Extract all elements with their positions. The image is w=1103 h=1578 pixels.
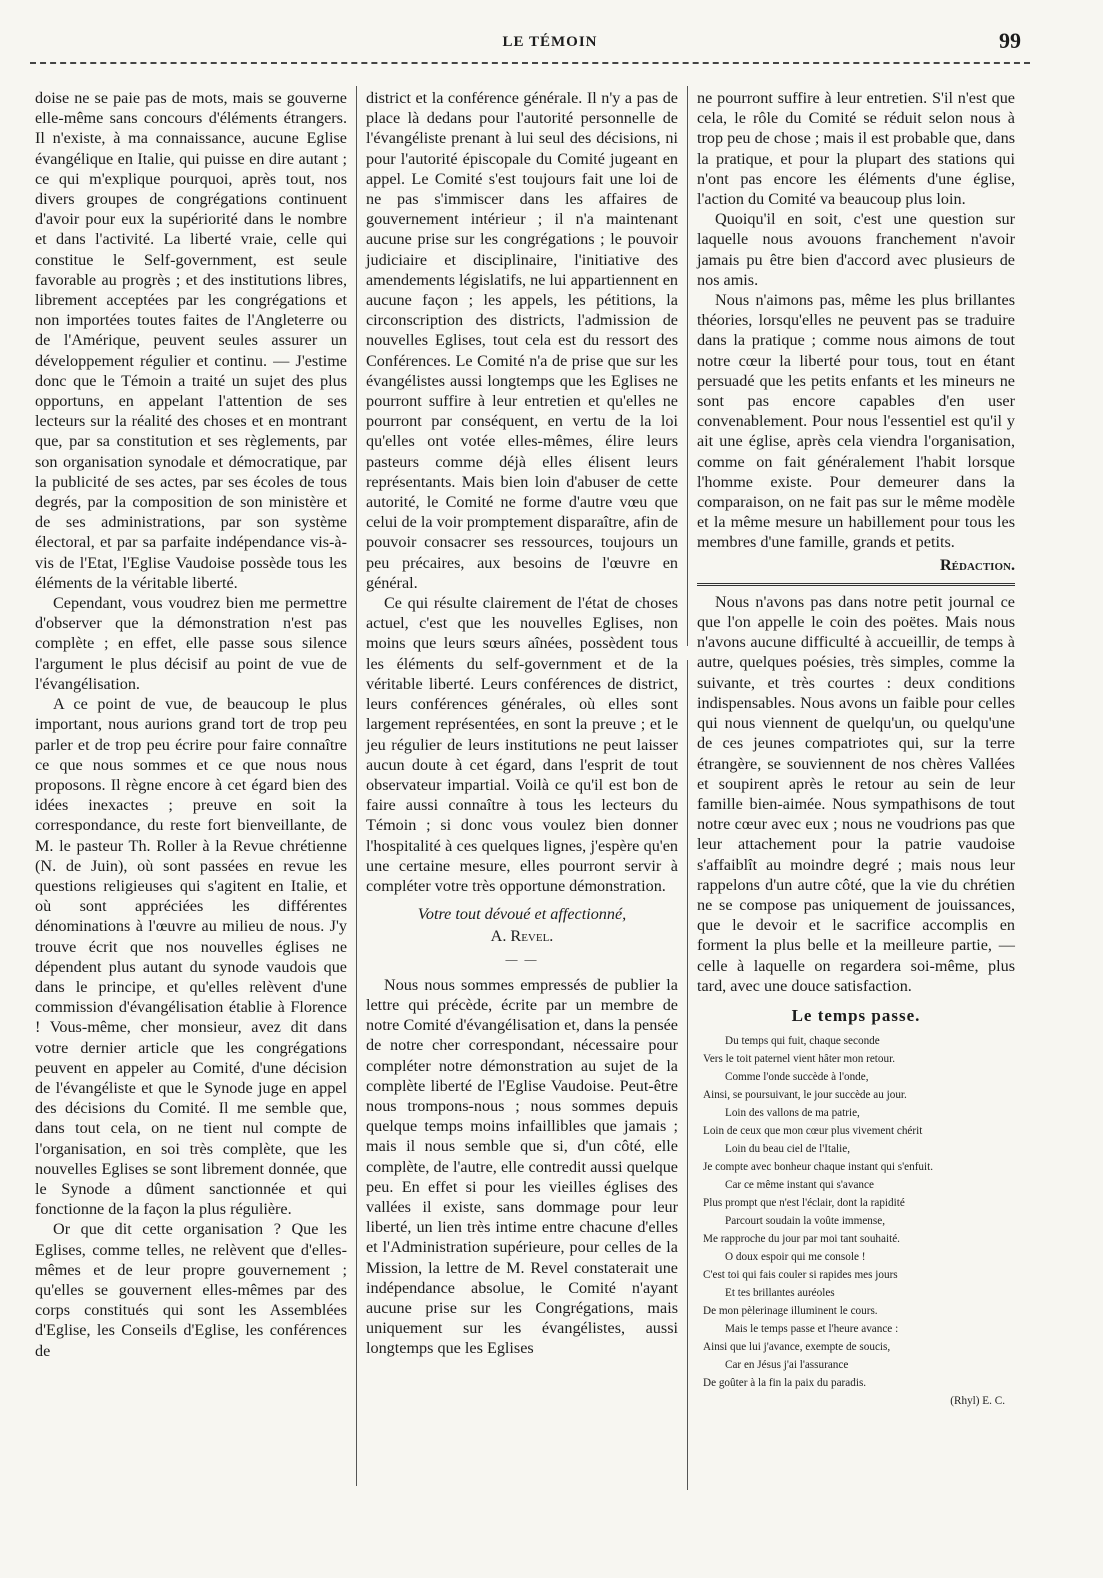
paragraph: ne pourront suffire à leur entretien. S'il n'est que cela, le rôle du Comité se réduit selon nous à trop peu de chose ; mais il est probable que, dans la pratique, et pour la plupart des stations qui n'ont pas encore les éléments d'une église, l'action du Comité va beaucoup plus loin.	[697, 89, 1015, 209]
poem	[697, 1032, 1015, 1410]
poem-line: Vers le toit paternel vient hâter mon retour.	[703, 1053, 895, 1066]
poem-signature: (Rhyl) E. C.	[950, 1395, 1005, 1408]
column-1	[35, 88, 347, 1361]
poem-line: Loin de ceux que mon cœur plus vivement chérit	[703, 1125, 923, 1138]
column-2	[366, 88, 678, 1359]
poem-line: Comme l'onde succède à l'onde,	[725, 1071, 869, 1084]
column-divider	[687, 86, 688, 646]
page-number: 99	[999, 28, 1021, 53]
poem-line: O doux espoir qui me console !	[725, 1251, 866, 1264]
poem-line: Et tes brillantes auréoles	[725, 1287, 835, 1300]
paragraph: Ce qui résulte clairement de l'état de choses actuel, c'est que les nouvelles Eglises, non moins que leurs sœurs aînées, possèdent tous les éléments du self-government et de la véritable liberté. Leurs conférences de district, leurs conférences générales, où elles sont largement représentées, en sont la preuve ; et le jeu régulier de leurs institutions ne peut laisser aucun doute à cet égard, dans l'esprit de tout observateur impartial. Voilà ce qu'il est bon de faire aussi connaître à tous les lecteurs du Témoin ; si donc vous voulez bien donner l'hospitalité à ces quelques lignes, j'espère qu'en une certaine mesure, elles pourront servir à compléter votre très opportune démonstration.	[366, 594, 678, 895]
poem-line: Car ce même instant qui s'avance	[725, 1179, 874, 1192]
poem-line: Je compte avec bonheur chaque instant qui s'enfuit.	[703, 1161, 934, 1174]
editorial-signature: Rédaction.	[939, 555, 1015, 574]
poem-line: Plus prompt que n'est l'éclair, dont la rapidité	[703, 1197, 905, 1210]
paragraph: Quoiqu'il en soit, c'est une question sur laquelle nous avouons franchement n'avoir jamais pu être bien d'accord avec plusieurs de nos amis.	[697, 210, 1015, 289]
page-title: LE TÉMOIN	[502, 34, 598, 50]
poem-line: Du temps qui fuit, chaque seconde	[725, 1035, 880, 1048]
poem-line: Ainsi, se poursuivant, le jour succède au jour.	[703, 1089, 907, 1102]
paragraph: Nous n'aimons pas, même les plus brillantes théories, lorsqu'elles ne peuvent pas se traduire dans la pratique ; comme nous aimons de tout notre cœur la liberté pour tous, tout en étant persuadé que les petits enfants et les mineurs ne sont pas encore capables d'en user convenablement. Pour nous l'essentiel est qu'il y ait une église, après cela viendra l'organisation, comme on fait généralement l'habit lorsque l'homme existe. Pour demeurer dans la comparaison, on ne fait pas sur le même modèle et la même mesure un habillement pour tous les membres d'une famille, grands et petits.	[697, 291, 1015, 552]
paragraph: district et la conférence générale. Il n'y a pas de place là dedans pour l'autorité personnelle de l'évangéliste prenant à lui seul des décisions, ni pour l'autorité épiscopale du Comité jugeant en appel. Le Comité s'est toujours fait une loi de ne pas s'immiscer dans les affaires de gouvernement intérieur ; il n'a maintenant aucune prise sur les congrégations ; le pouvoir judiciaire et disciplinaire, l'initiative des amendements législatifs, ne lui appartiennent en aucune façon ; les appels, les pétitions, la circonscription des districts, l'admission de nouvelles Eglises, tout cela est du ressort des Conférences. Le Comité n'a de prise que sur les évangélistes aussi longtemps que les Eglises ne pourront suffire à leur entretien et qu'elles ne pourront par conséquent, en vertu de la loi qu'elles ont votée elles-mêmes, élire leurs pasteurs comme déjà elles élisent leurs représentants. Mais bien loin d'abuser de cette autorité, le Comité ne forme d'autre vœu que celui de la voir promptement disparaître, afin de pouvoir consacrer ses ressources, toujours un peu précaires, aux besoins de l'œuvre en général.	[366, 89, 678, 592]
poem-line: Ainsi que lui j'avance, exempte de soucis,	[703, 1341, 891, 1354]
poem-line: Loin du beau ciel de l'Italie,	[725, 1143, 851, 1156]
poem-line: Me rapproche du jour par moi tant souhaité.	[703, 1233, 900, 1246]
paragraph: Or que dit cette organisation ? Que les Eglises, comme telles, ne relèvent que d'elles-mêmes et de leur propre gouvernement ; qu'elles se gouvernent elles-mêmes par des corps constitués qui sont les Assemblées d'Eglise, les Conseils d'Eglise, les conférences de	[35, 1220, 347, 1360]
poem-line: De mon pèlerinage illuminent le cours.	[703, 1305, 878, 1318]
paragraph: Nous nous sommes empressés de publier la lettre qui précède, écrite par un membre de notre Comité d'évangélisation et, dans la pensée de notre cher correspondant, nécessaire pour compléter notre démonstration au sujet de la complète liberté de l'Eglise Vaudoise. Peut-être nous trompons-nous ; nous sommes depuis quelque temps moins infaillibles que jamais ; mais il nous semble que si, d'un côté, elle complète, de l'autre, elle contredit aussi quelque peu. En effet si pour les vieilles églises des vallées il existe, sans dommage pour leur liberté, un lien très intime entre chacune d'elles et l'Administration supérieure, pour celles de la Mission, la lettre de M. Revel constaterait une indépendance absolue, le Comité n'ayant aucune prise sur les Congrégations, mais uniquement sur les évangélistes, aussi longtemps que les Eglises	[366, 975, 678, 1358]
poem-line: Loin des vallons de ma patrie,	[725, 1107, 860, 1120]
header-rule	[30, 62, 1030, 64]
poem-line: Mais le temps passe et l'heure avance :	[725, 1323, 899, 1336]
paragraph: A ce point de vue, de beaucoup le plus important, nous aurions grand tort de trop peu parler et de trop peu écrire pour faire connaître ce que nous sommes et ce que nous nous proposons. Il règne encore à cet égard bien des idées inexactes ; preuve en soit la correspondance, du reste fort bienveillante, de M. le pasteur Th. Roller à la Revue chrétienne (N. de Juin), où sont passées en revue les questions religieuses qui s'agitent en Italie, et où sont appréciées les différentes dénominations à l'œuvre au milieu de nous. J'y trouve écrit que nos nouvelles églises ne dépendent plus autant du synode vaudois que dans le principe, et qu'elles relèvent d'une commission d'évangélisation établie à Florence ! Vous-même, cher monsieur, avez dit dans votre dernier article que les congrégations peuvent en appeler au Comité, d'une décision de l'évangéliste et que le Synode juge en appel des décisions du Comité. Il me semble que, dans tout cela, on ne tient nul compte de l'organisation, en soi très complète, que les nouvelles Eglises se sont librement donnée, que le Synode a dûment sanctionnée et qui fonctionne de la façon la plus régulière.	[35, 695, 347, 1219]
letter-closing: Votre tout dévoué et affectionné,	[417, 905, 627, 924]
poem-line: Parcourt soudain la voûte immense,	[725, 1215, 886, 1228]
column-divider	[356, 86, 357, 1486]
poem-title: Le temps passe.	[791, 1005, 921, 1025]
poem-line: Car en Jésus j'ai l'assurance	[725, 1359, 849, 1372]
letter-author: A. Revel.	[490, 927, 554, 946]
poem-line: De goûter à la fin la paix du paradis.	[703, 1377, 867, 1390]
poem-line: C'est toi qui fais couler si rapides mes jours	[703, 1269, 898, 1282]
page-header	[0, 0, 1103, 70]
separator: — —	[505, 951, 539, 966]
column-divider	[687, 660, 688, 1490]
section-rule	[697, 583, 1015, 586]
paragraph: Nous n'avons pas dans notre petit journal ce que l'on appelle le coin des poëtes. Mais nous n'avons aucune difficulté à accueillir, de temps à autre, quelques poésies, très simples, comme la suivante, et très courtes : deux conditions indispensables. Nous avons un faible pour celles qui nous viennent de quelqu'un, ou quelqu'une de ces jeunes compatriotes qui, sur la terre étrangère, se souviennent de nos chères Vallées et soupirent après le retour au sein de leur famille bien-aimée. Nous sympathisons de tout notre cœur avec eux ; nous ne voudrions pas que leur attachement pour la patrie vaudoise s'affaiblît au moindre degré ; mais nous leur rappelons d'un autre côté, que la vie du chrétien ne se compose pas uniquement de jouissances, que le devoir et le sacrifice accomplis en forment la plus belle et la meilleure partie, — celle à laquelle on regardera soi-même, plus tard, avec une douce satisfaction.	[697, 592, 1015, 995]
column-3	[697, 88, 1015, 1410]
paragraph: Cependant, vous voudrez bien me permettre d'observer que la démonstration n'est pas complète ; en effet, elle passe sous silence l'argument le plus décisif au point de vue de l'évangélisation.	[35, 594, 347, 693]
paragraph: doise ne se paie pas de mots, mais se gouverne elle-même sans concours d'éléments étrangers. Il n'existe, à ma connaissance, aucune Eglise évangélique en Italie, qui puisse en dire autant ; ce qui m'explique pourquoi, après tout, nos divers groupes de congrégations continuent d'avoir pour eux la supériorité dans le nombre et dans l'activité. La liberté vraie, celle qui constitue le Self-government, est seule favorable au progrès ; et des institutions libres, librement acceptées par les congrégations et non importées toutes faites de l'Angleterre ou de l'Amérique, peuvent seules assurer un développement régulier et continu. — J'estime donc que le Témoin a traité un sujet des plus opportuns, en appelant l'attention de ses lecteurs sur la réalité des choses et en montrant que, par sa constitution et ses règlements, par son organisation synodale et démocratique, par la publicité de ses actes, par ses écoles de tous degrés, par la composition de son ministère et de ses administrations, par son système électoral, et par sa parfaite indépendance vis-à-vis de l'Etat, l'Eglise Vaudoise possède tous les éléments de la véritable liberté.	[35, 89, 347, 592]
